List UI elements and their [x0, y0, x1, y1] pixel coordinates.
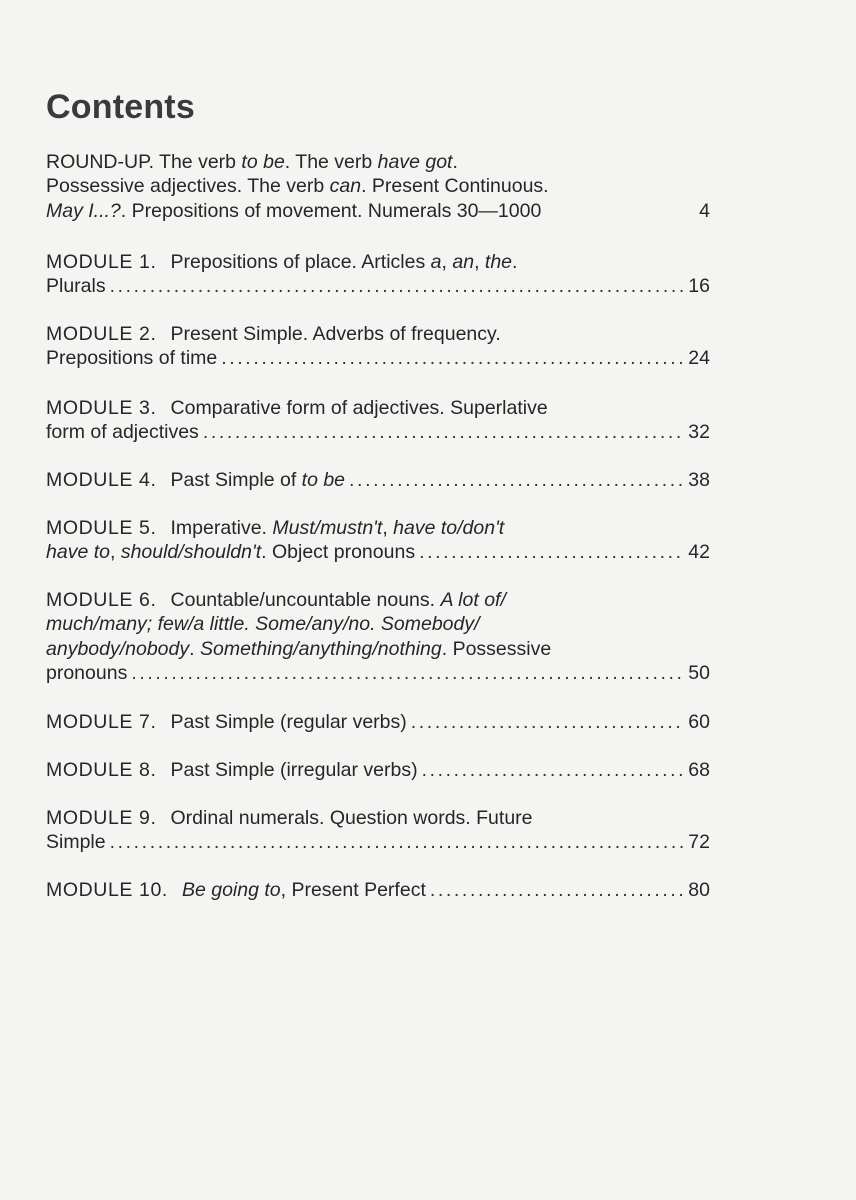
toc-text: Prepositions of time	[46, 347, 218, 370]
toc-page-number: 72	[688, 831, 710, 854]
module-label: MODULE 5.	[46, 517, 157, 539]
toc-line	[46, 150, 710, 174]
leader-dots	[203, 420, 684, 444]
module-label: MODULE 3.	[46, 397, 157, 419]
toc-page-number: 38	[688, 469, 710, 491]
toc-text: Countable/uncountable nouns. A lot of/	[170, 589, 506, 611]
toc-text: Plurals	[46, 275, 106, 298]
toc-text: have to, should/shouldn't. Object pronouns	[46, 541, 416, 564]
leader-dots	[110, 830, 685, 854]
toc-page-number: 60	[688, 711, 710, 733]
toc-text: much/many; few/a little. Some/any/no. Somebody/	[46, 613, 480, 636]
leader-dots	[221, 346, 684, 370]
toc-text: Be going to, Present Perfect	[181, 879, 426, 901]
toc-text: Simple	[46, 831, 106, 854]
toc-text: May I...?. Prepositions of movement. Numerals 30—1000	[46, 199, 542, 222]
toc-text: anybody/nobody. Something/anything/nothing. Possessive	[46, 637, 552, 660]
leader-dots	[349, 468, 684, 492]
toc-entry-module-7[interactable]	[46, 710, 710, 734]
leader-dots	[430, 878, 684, 902]
leader-dots	[411, 710, 685, 734]
module-label: MODULE 4.	[46, 469, 157, 491]
toc-entry-module-1[interactable]	[46, 250, 710, 299]
toc-entry-module-6[interactable]	[46, 588, 710, 685]
leader-dots	[422, 758, 685, 782]
module-label: MODULE 2.	[46, 323, 157, 345]
toc-text: Past Simple of to be	[170, 469, 346, 491]
module-label: MODULE 9.	[46, 807, 157, 829]
toc-page-number: 16	[688, 275, 710, 298]
toc-text: ROUND-UP. The verb to be. The verb have got.	[46, 151, 458, 173]
toc-text: Present Simple. Adverbs of frequency.	[170, 323, 501, 345]
toc-entry-module-9[interactable]	[46, 806, 710, 855]
toc-entry-module-2[interactable]	[46, 322, 710, 371]
module-label: MODULE 1.	[46, 251, 157, 273]
toc-text: Possessive adjectives. The verb can. Present Continuous.	[46, 175, 549, 198]
module-label: MODULE 6.	[46, 589, 157, 611]
toc-text: Past Simple (irregular verbs)	[170, 759, 418, 781]
page-title: Contents	[46, 88, 195, 126]
toc-page-number: 50	[688, 661, 710, 684]
toc-page-number: 80	[688, 879, 710, 901]
module-label: MODULE 10.	[46, 879, 168, 901]
toc-entry-module-4[interactable]	[46, 468, 710, 492]
toc-text: Ordinal numerals. Question words. Future	[170, 807, 533, 829]
toc-text: Prepositions of place. Articles a, an, the.	[170, 251, 518, 273]
toc-page-number: 32	[688, 421, 710, 444]
toc-entry-round-up[interactable]	[46, 150, 710, 223]
toc-page-number: 42	[688, 541, 710, 564]
toc-line	[46, 199, 710, 223]
module-label: MODULE 7.	[46, 711, 157, 733]
toc-entry-module-3[interactable]	[46, 396, 710, 445]
toc-line	[46, 174, 710, 198]
toc-page-number: 24	[688, 347, 710, 370]
toc-text: form of adjectives	[46, 421, 199, 444]
leader-dots	[419, 540, 684, 564]
toc-entry-module-10[interactable]	[46, 878, 710, 902]
toc-entry-module-5[interactable]	[46, 516, 710, 565]
module-label: MODULE 8.	[46, 759, 157, 781]
leader-dots	[131, 661, 684, 685]
toc-entry-module-8[interactable]	[46, 758, 710, 782]
toc-page-number: 68	[688, 759, 710, 781]
toc-text: Imperative. Must/mustn't, have to/don't	[170, 517, 505, 539]
toc-page-number: 4	[699, 199, 710, 222]
toc-text: Past Simple (regular verbs)	[170, 711, 407, 733]
toc-text: pronouns	[46, 661, 128, 684]
leader-dots	[110, 274, 685, 298]
toc-text: Comparative form of adjectives. Superlative	[170, 397, 548, 419]
